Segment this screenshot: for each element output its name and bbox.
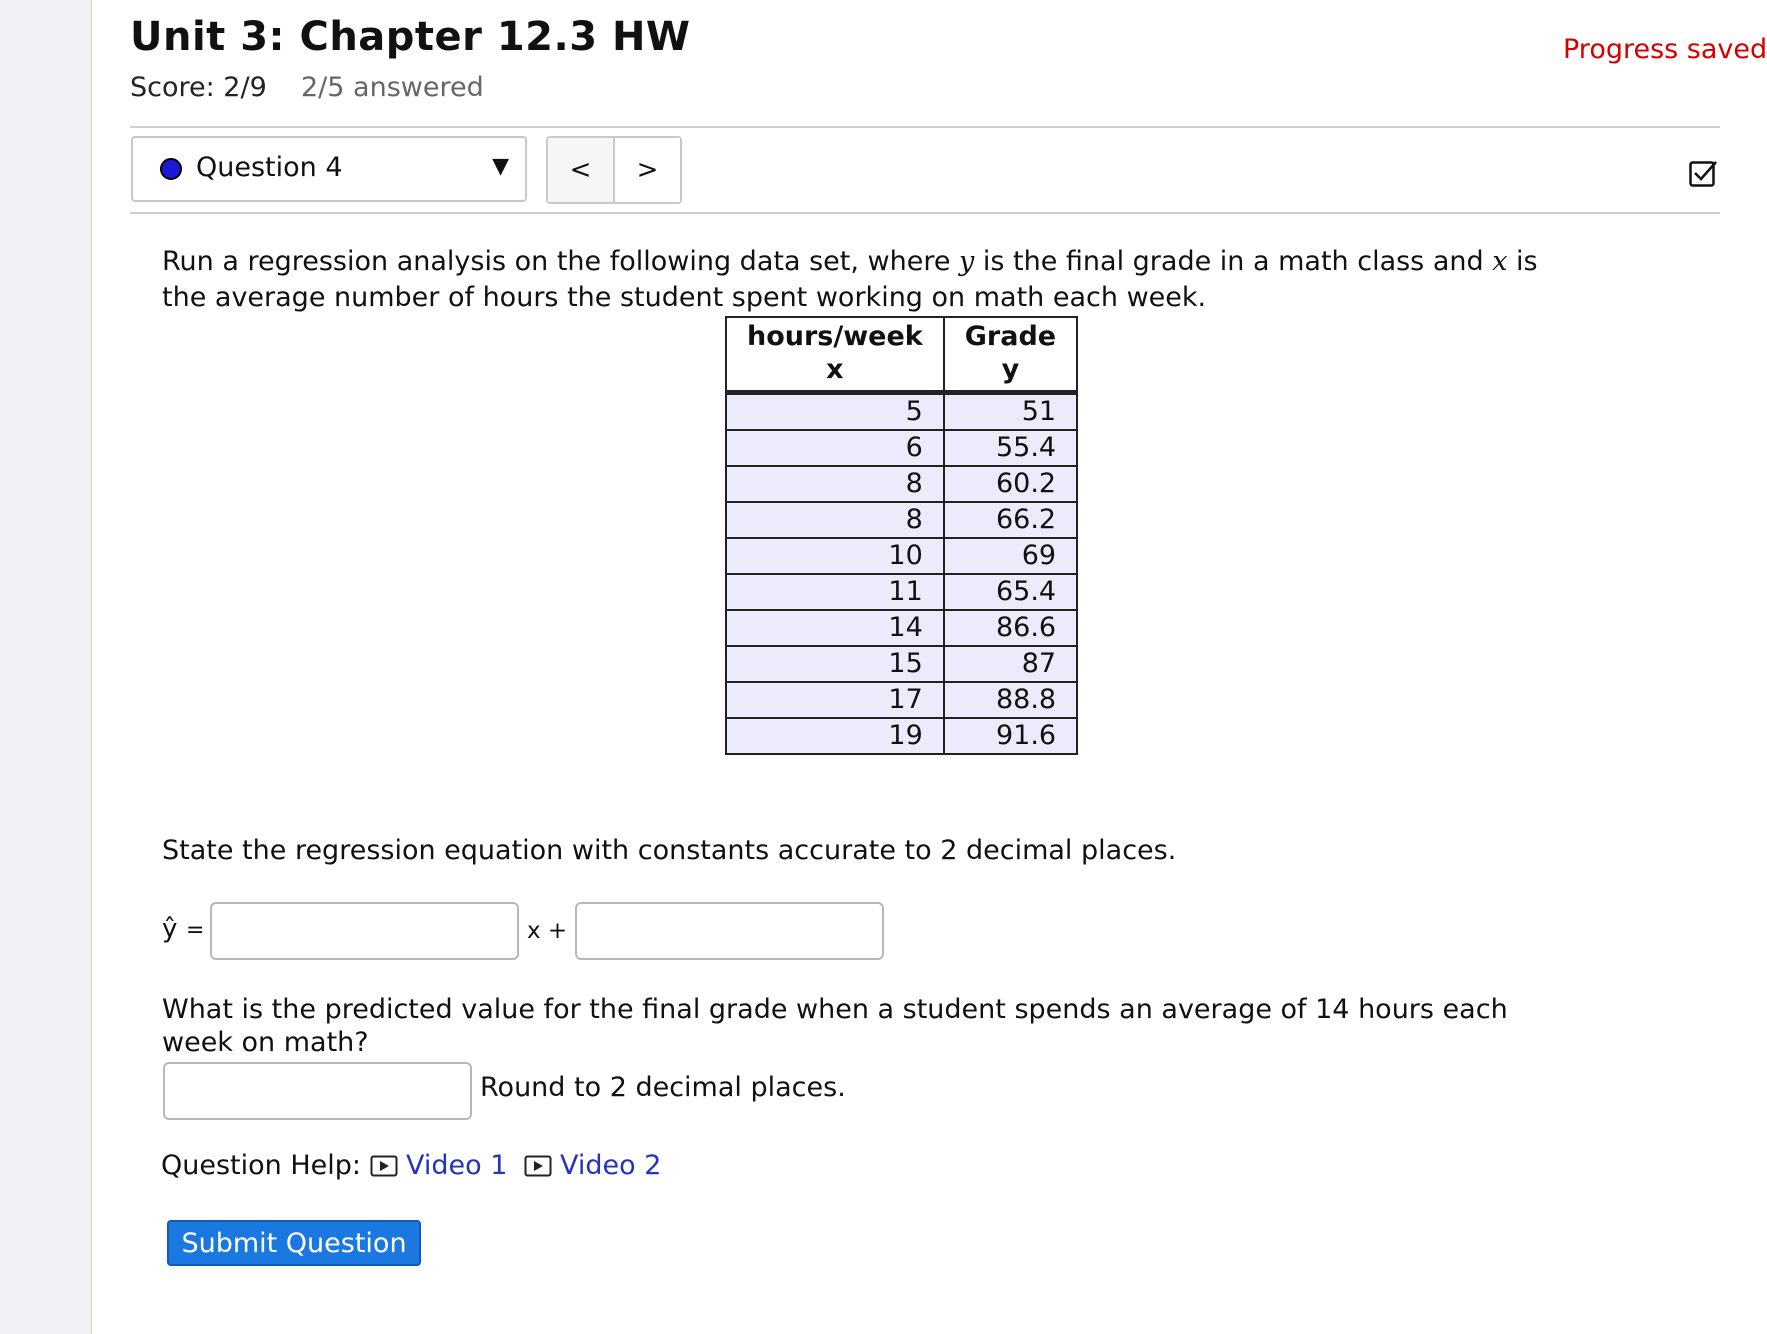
equals-sign: = <box>186 918 205 943</box>
score-text: Score: 2/9 <box>130 72 267 103</box>
table-row <box>726 466 1077 502</box>
hours-cell: 14 <box>726 610 944 646</box>
table-row <box>726 682 1077 718</box>
grade-cell: 69 <box>944 538 1077 574</box>
header-divider <box>130 126 1720 128</box>
hours-cell: 17 <box>726 682 944 718</box>
video-2-link[interactable]: Video 2 <box>524 1150 661 1181</box>
hours-cell: 5 <box>726 393 944 431</box>
left-gutter <box>0 0 92 1334</box>
column-header-hours: hours/week x <box>726 317 944 393</box>
hours-cell: 6 <box>726 430 944 466</box>
slope-input[interactable] <box>210 902 519 960</box>
question-help-label: Question Help: <box>161 1150 361 1181</box>
video-1-link[interactable]: Video 1 <box>370 1150 507 1181</box>
grade-cell: 65.4 <box>944 574 1077 610</box>
column-header-grade: Grade y <box>944 317 1077 393</box>
question-nav-group <box>546 136 682 204</box>
grade-cell: 60.2 <box>944 466 1077 502</box>
next-question-button[interactable]: > <box>613 138 680 202</box>
intercept-input[interactable] <box>575 902 884 960</box>
hours-cell: 8 <box>726 502 944 538</box>
prediction-prompt: What is the predicted value for the final grade when a student spends an average of 14 hours each week on math? <box>162 994 1508 1058</box>
grade-cell: 51 <box>944 393 1077 431</box>
assignment-title: Unit 3: Chapter 12.3 HW <box>130 14 691 60</box>
table-row <box>726 646 1077 682</box>
variable-x: x <box>1492 246 1508 277</box>
grade-cell: 66.2 <box>944 502 1077 538</box>
x-plus-label: x + <box>527 918 568 944</box>
dropdown-caret-icon: ▼ <box>492 154 509 179</box>
table-body <box>726 393 1077 755</box>
checkbox-check-icon[interactable] <box>1689 159 1717 187</box>
hours-cell: 15 <box>726 646 944 682</box>
submit-question-button[interactable]: Submit Question <box>167 1220 421 1266</box>
variable-y: y <box>959 246 975 277</box>
play-video-icon <box>524 1155 552 1177</box>
grade-cell: 55.4 <box>944 430 1077 466</box>
grade-cell: 87 <box>944 646 1077 682</box>
prediction-input[interactable] <box>163 1062 472 1120</box>
table-row <box>726 502 1077 538</box>
hours-cell: 19 <box>726 718 944 754</box>
grade-cell: 88.8 <box>944 682 1077 718</box>
previous-question-button[interactable]: < <box>548 138 613 202</box>
hours-cell: 10 <box>726 538 944 574</box>
table-row <box>726 538 1077 574</box>
hours-cell: 11 <box>726 574 944 610</box>
question-select-label: Question 4 <box>196 152 343 183</box>
hours-cell: 8 <box>726 466 944 502</box>
question-select[interactable] <box>131 136 527 202</box>
table-row <box>726 574 1077 610</box>
round-instruction: Round to 2 decimal places. <box>480 1072 846 1103</box>
problem-prompt: Run a regression analysis on the following data set, where y is the final grade in a math class and x is the average number of hours the student spent working on math each week. <box>162 246 1538 313</box>
data-table <box>725 316 1078 755</box>
grade-cell: 86.6 <box>944 610 1077 646</box>
question-status-dot <box>160 158 182 180</box>
play-video-icon <box>370 1155 398 1177</box>
yhat-symbol: ŷ <box>162 914 178 944</box>
table-row <box>726 393 1077 431</box>
grade-cell: 91.6 <box>944 718 1077 754</box>
table-row <box>726 718 1077 754</box>
equation-prompt: State the regression equation with constants accurate to 2 decimal places. <box>162 835 1177 866</box>
nav-divider <box>130 212 1720 214</box>
table-row <box>726 430 1077 466</box>
table-row <box>726 610 1077 646</box>
answered-count: 2/5 answered <box>301 72 484 103</box>
progress-status: Progress saved <box>1563 34 1767 65</box>
